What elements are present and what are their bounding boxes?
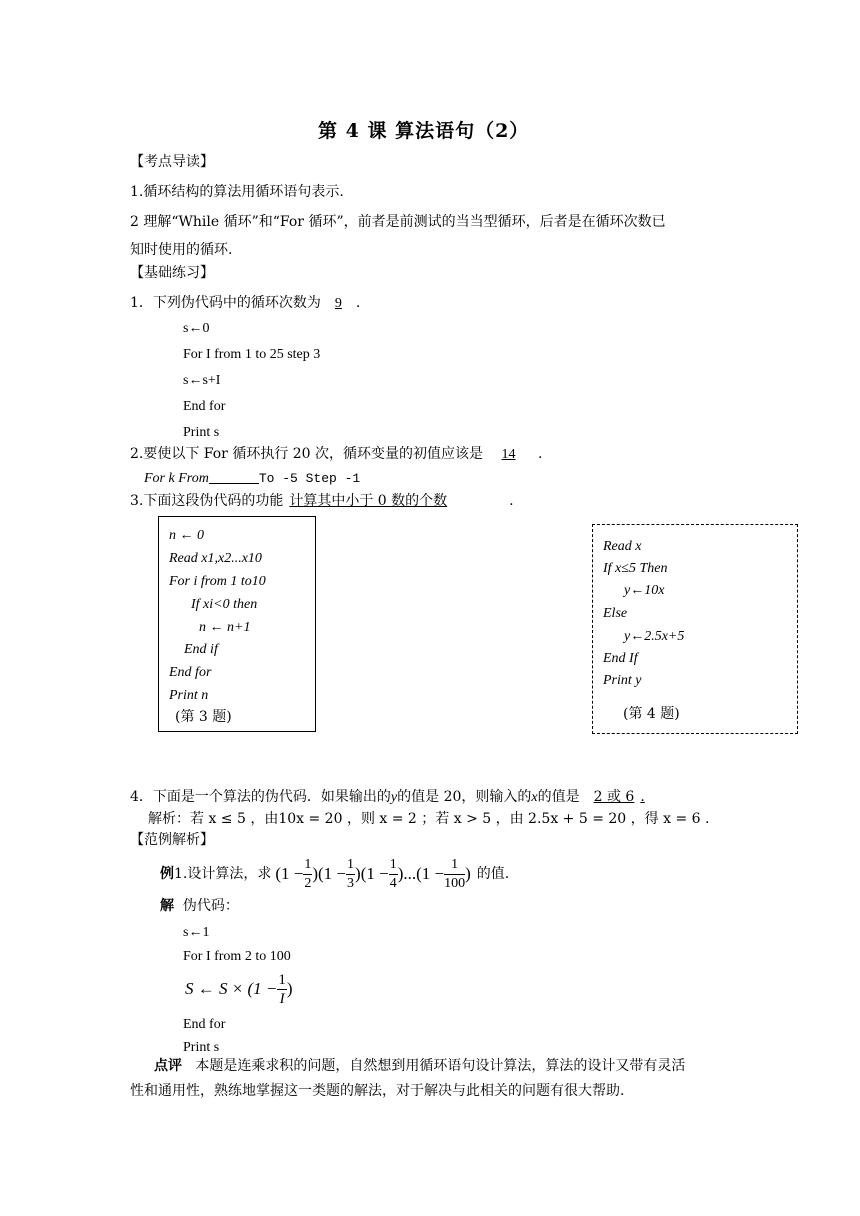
q1-code-line: s←s+I: [183, 373, 221, 388]
question-2-answer: 14: [501, 447, 516, 462]
question-4-code-box: [592, 524, 798, 734]
question-4: 4．下面是一个算法的伪代码．如果输出的y的值是 20，则输入的x的值是 2 或 6 .: [130, 789, 645, 805]
q1-code-line: For I from 1 to 25 step 3: [183, 347, 321, 362]
fraction: $\frac{1}{100}$: [444, 856, 466, 891]
box3-line: If xi<0 then: [191, 597, 258, 612]
example-1: 例 1.设计算法，求 (1 − $\frac{1}{2}$ )(1 − $\frac{1}{3}$ )(1 − $\frac{1}{4}$ )...(1 − $\frac{1}{100}$ ) 的值.: [160, 856, 510, 891]
question-1-answer: 9: [334, 296, 342, 311]
question-2-text: 2.要使以下 For 循环执行 20 次，循环变量的初值应该是: [130, 446, 484, 462]
question-1: 1．下列伪代码中的循环次数为 9 .: [130, 295, 361, 311]
guide-item-2: 2 理解“While 循环”和“For 循环”，前者是前测试的当当型循环，后者是在循环次数已: [130, 214, 666, 230]
box3-line: For i from 1 to10: [169, 574, 266, 589]
guide-item-1: 1.循环结构的算法用循环语句表示.: [130, 184, 344, 200]
box4-line: End If: [603, 651, 638, 666]
box4-line: y←10x: [624, 583, 665, 598]
box3-line: End for: [169, 665, 212, 680]
q2-code-line: For k From To -5 Step -1: [144, 471, 361, 486]
question-4-answer: 2 或 6: [593, 789, 635, 805]
q1-code-line: s←0: [183, 321, 210, 336]
guide-item-3: 知时使用的循环.: [130, 242, 233, 258]
fraction: $\frac{1}{4}$: [389, 856, 397, 891]
example-code-line: End for: [183, 1017, 226, 1032]
fraction: $\frac{1}{I}$: [278, 971, 286, 1007]
example-code-line: s←1: [183, 925, 210, 940]
section-header-basic: 【基础练习】: [130, 265, 214, 281]
section-header-guide: 【考点导读】: [130, 154, 214, 170]
box3-caption: (第 3 题): [175, 709, 232, 725]
question-3-text: 3.下面这段伪代码的功能: [130, 493, 284, 509]
solution-label: 解 伪代码：: [160, 898, 239, 914]
comment-line-1: 点评 本题是连乘求积的问题，自然想到用循环语句设计算法，算法的设计又带有灵活: [154, 1058, 686, 1074]
section-header-examples: 【范例解析】: [130, 832, 214, 848]
q1-code-line: End for: [183, 399, 226, 414]
page-title: 第 4 课 算法语句（2）: [318, 120, 530, 142]
box3-line: End if: [184, 642, 218, 657]
q2-blank: [209, 469, 259, 484]
fraction: $\frac{1}{3}$: [347, 856, 355, 891]
box4-line: Read x: [603, 539, 642, 554]
question-3: 3.下面这段伪代码的功能 计算其中小于 0 数的个数 .: [130, 493, 514, 509]
question-3-code-box: [158, 516, 316, 732]
box3-line: n ← n+1: [199, 620, 251, 635]
example-code-line: Print s: [183, 1040, 220, 1055]
box4-caption: (第 4 题): [623, 706, 680, 722]
box3-line: n ← 0: [169, 528, 204, 543]
box4-line: Else: [603, 606, 628, 621]
example-code-line: For I from 2 to 100: [183, 949, 291, 964]
fraction: $\frac{1}{2}$: [304, 856, 312, 891]
q1-code-line: Print s: [183, 425, 220, 440]
box3-line: Print n: [169, 688, 209, 703]
question-4-analysis: 解析：若 x ≤ 5 ，由10x = 20 ，则 x = 2 ；若 x > 5 ，由 2.5x + 5 = 20 ，得 x = 6 .: [148, 811, 710, 827]
box4-line: y←2.5x+5: [624, 629, 685, 644]
box3-line: Read x1,x2...x10: [169, 551, 262, 566]
box4-line: If x≤5 Then: [603, 561, 668, 576]
comment-line-2: 性和通用性，熟练地掌握这一类题的解法，对于解决与此相关的问题有很大帮助.: [130, 1083, 625, 1099]
box4-line: Print y: [603, 673, 642, 688]
question-3-answer: 计算其中小于 0 数的个数: [289, 493, 448, 509]
question-2: 2.要使以下 For 循环执行 20 次，循环变量的初值应该是 14 .: [130, 446, 543, 462]
question-1-text: 1．下列伪代码中的循环次数为: [130, 295, 321, 311]
example-code-formula: S ← S × (1 − $\frac{1}{I}$ ): [185, 971, 293, 1007]
